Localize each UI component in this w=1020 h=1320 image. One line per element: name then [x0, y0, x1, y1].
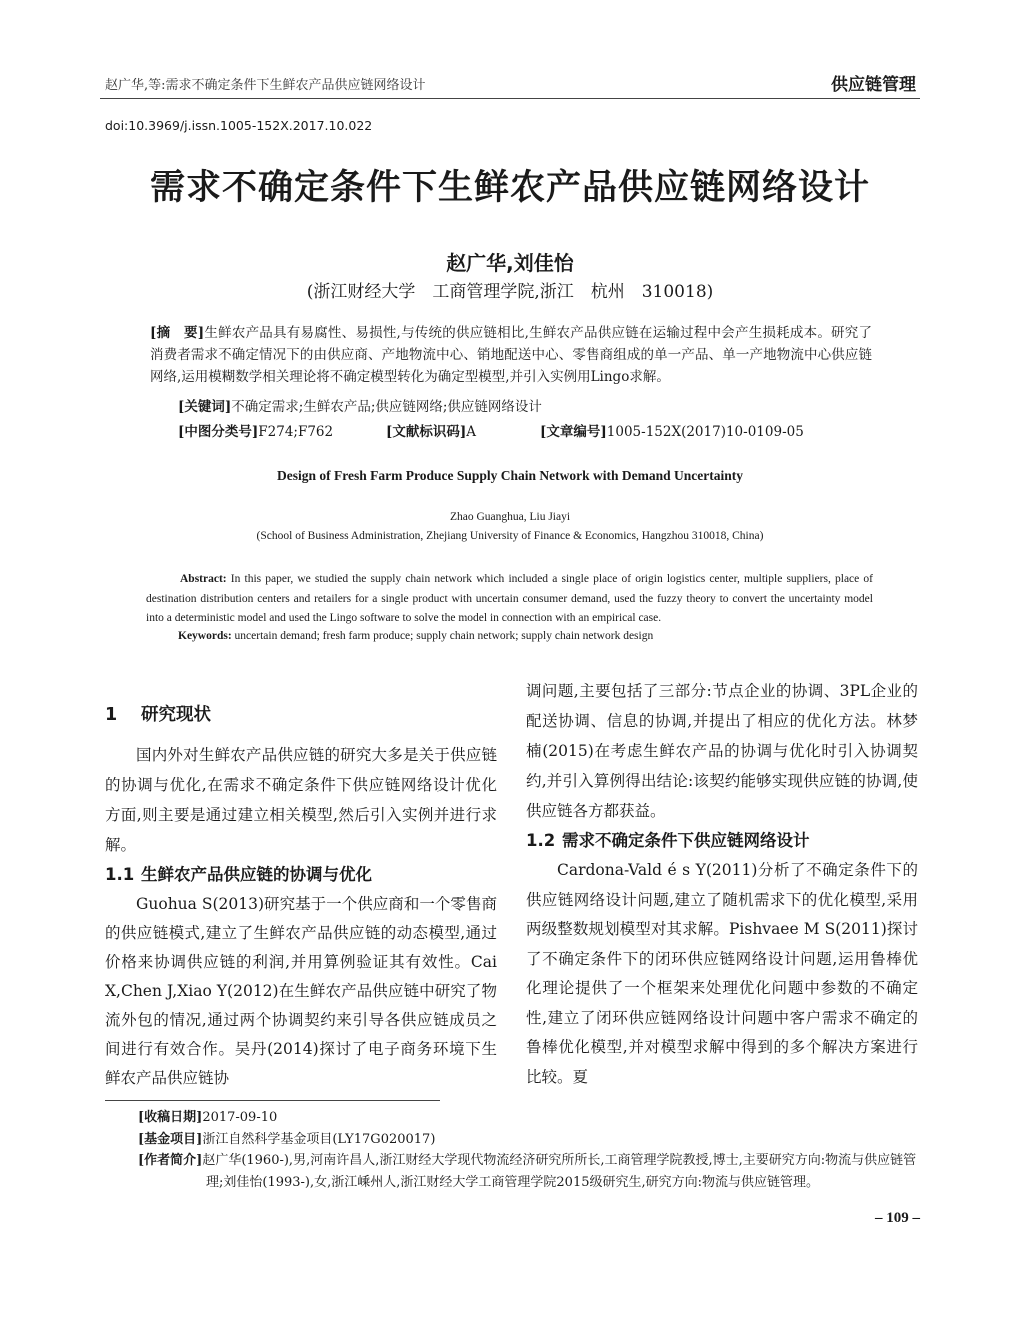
received-date: 2017-09-10 — [202, 1110, 278, 1125]
page-number: – 109 – — [875, 1210, 920, 1226]
bio-label: [作者简介] — [138, 1153, 203, 1168]
paper-title: 需求不确定条件下生鲜农产品供应链网络设计 — [149, 168, 870, 208]
clc-number — [178, 420, 333, 440]
bio-text: 赵广华(1960-),男,河南许昌人,浙江财经大学现代物流经济研究所所长,工商管理学院教授,博士,主要研究方向:物流与供应链管理;刘佳怡(1993-),女,浙江嵊州人,浙江财经大学工商管理学院2015级研究生,研究方向:物流与供应链管理。 — [202, 1153, 917, 1190]
running-head: 赵广华,等:需求不确定条件下生鲜农产品供应链网络设计 — [105, 78, 426, 93]
clc-label: [中图分类号] — [178, 424, 259, 440]
section-1-2-title: 需求不确定条件下供应链网络设计 — [562, 831, 810, 850]
english-keywords-label: Keywords: — [178, 630, 232, 642]
keywords-cn-text: 不确定需求;生鲜农产品;供应链网络;供应链网络设计 — [231, 399, 542, 415]
section-label: 供应链管理 — [831, 75, 916, 95]
footnote-rule — [105, 1100, 440, 1101]
english-authors: Zhao Guanghua, Liu Jiayi — [449, 511, 571, 523]
section-1-heading — [105, 700, 497, 730]
affiliation: (浙江财经大学 工商管理学院,浙江 杭州 310018) — [306, 282, 714, 302]
section-1-2-heading — [526, 826, 918, 856]
fund-label: [基金项目] — [138, 1131, 203, 1147]
english-keywords — [178, 630, 653, 642]
footnote-fund — [138, 1129, 918, 1151]
body-column-left — [105, 700, 497, 1093]
section-1-1-heading — [105, 860, 497, 890]
footnote-received — [138, 1107, 918, 1129]
section-1-1-paragraph-continued: 调问题,主要包括了三部分:节点企业的协调、3PL企业的配送协调、信息的协调,并提出了相应的优化方法。林梦楠(2015)在考虑生鲜农产品的协调与优化时引入协调契约,并引入算例得出结论:该契约能够实现供应链的协调,使供应链各方都获益。 — [526, 682, 918, 820]
section-1-number: 1 — [105, 705, 118, 725]
section-1-1-paragraph: Guohua S(2013)研究基于一个供应商和一个零售商的供应链模式,建立了生鲜农产品供应链的动态模型,通过价格来协调供应链的利润,并用算例验证其有效性。Cai X,Chen J,Xiao Y(2012)在生鲜农产品供应链中研究了物流外包的情况,通过两个协调契约来引导各供应链成员之间进行有效合作。吴丹(2014)探讨了电子商务环境下生鲜农产品供应链协 — [105, 895, 497, 1087]
english-abstract-label: Abstract: — [180, 573, 227, 585]
keywords-cn — [178, 395, 542, 415]
english-title: Design of Fresh Farm Produce Supply Chain Network with Demand Uncertainty — [276, 468, 743, 483]
doc-value: A — [466, 424, 477, 440]
authors: 赵广华,刘佳怡 — [446, 251, 574, 275]
abstract-cn-text: 生鲜农产品具有易腐性、易损性,与传统的供应链相比,生鲜农产品供应链在运输过程中会产生损耗成本。研究了消费者需求不确定情况下的由供应商、产地物流中心、销地配送中心、零售商组成的单一产品、单一产地物流中心供应链网络,运用模糊数学相关理论将不确定模型转化为确定型模型,并引入实例用Lingo求解。 — [150, 325, 872, 385]
doi[interactable]: doi:10.3969/j.issn.1005-152X.2017.10.022 — [105, 118, 373, 133]
document-code — [386, 420, 476, 440]
english-affiliation: (School of Business Administration, Zhejiang University of Finance & Economics, Hangzhou 310018, China) — [256, 530, 764, 542]
footnotes — [138, 1107, 918, 1193]
article-number — [540, 420, 804, 440]
keywords-cn-label: [关键词] — [178, 399, 232, 415]
received-label: [收稿日期] — [138, 1110, 203, 1125]
english-keywords-text: uncertain demand; fresh farm produce; supply chain network; supply chain network design — [231, 630, 654, 642]
fund-text: 浙江自然科学基金项目(LY17G020017) — [202, 1131, 436, 1147]
section-1-paragraph: 国内外对生鲜农产品供应链的研究大多是关于供应链的协调与优化,在需求不确定条件下供应链网络设计优化方面,则主要是通过建立相关模型,然后引入实例并进行求解。 — [105, 746, 497, 854]
clc-value: F274;F762 — [258, 424, 334, 440]
body-column-right — [526, 676, 918, 1092]
english-abstract-text: In this paper, we studied the supply chain network which included a single place of origin logistics center, multiple suppliers, place of destination distribution centers and retailers for a single product with uncertain consumer demand, used the fuzzy theory to convert the uncertainty model into a deterministic model and used the Lingo software to solve the model in connection with an empirical case. — [146, 573, 873, 624]
abstract-cn-label: [摘 要] — [150, 325, 205, 341]
article-value: 1005-152X(2017)10-0109-05 — [606, 424, 804, 440]
doc-label: [文献标识码] — [386, 424, 467, 440]
english-abstract — [146, 570, 873, 629]
header-rule — [100, 98, 920, 99]
section-1-2-number: 1.2 — [526, 831, 556, 850]
section-1-1-title: 生鲜农产品供应链的协调与优化 — [141, 865, 372, 884]
abstract-cn — [150, 322, 872, 388]
article-label: [文章编号] — [540, 424, 607, 440]
section-1-1-number: 1.1 — [105, 865, 135, 884]
footnote-bio — [138, 1150, 918, 1193]
section-1-title: 研究现状 — [141, 705, 211, 725]
section-1-2-paragraph: Cardona-Vald é s Y(2011)分析了不确定条件下的供应链网络设计问题,建立了随机需求下的优化模型,采用两级整数规划模型对其求解。Pishvaee M S(2011)探讨了不确定条件下的闭环供应链网络设计问题,运用鲁棒优化理论提供了一个框架来处理优化问题中参数的不确定性,建立了闭环供应链网络设计问题中客户需求不确定的鲁棒优化模型,并对模型求解中得到的多个解决方案进行比较。夏 — [526, 861, 918, 1086]
